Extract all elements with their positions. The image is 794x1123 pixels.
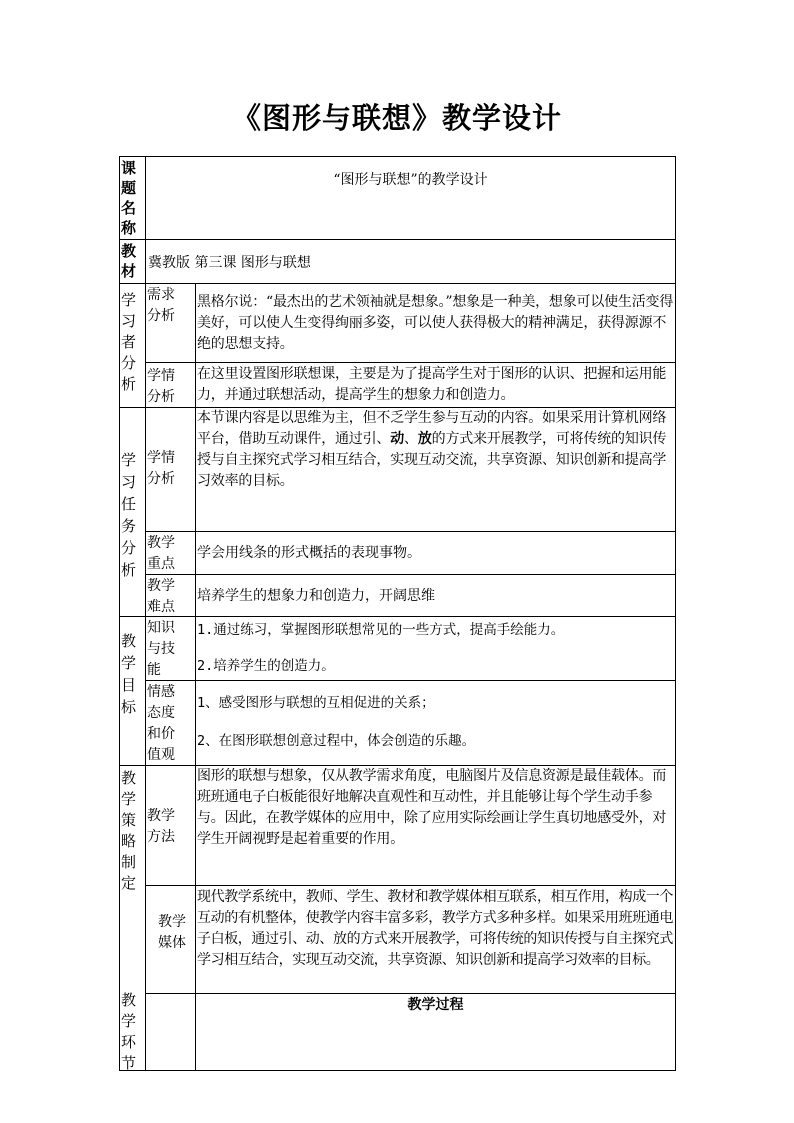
focus-text: 学会用线条的形式概括的表现事物。: [197, 545, 421, 561]
task-situation-text: [197, 408, 674, 492]
process-label: [121, 990, 143, 1074]
course-name-value: “图形与联想”的教学设计: [333, 172, 488, 188]
task-situation-text-post: 的方式来开展教学，可将传统的知识传授与自主探究式学习相互结合，实现互动交流，共享资源、知识创新和提高学习效率的目标。: [197, 431, 667, 489]
process-label-text: 教学环节: [121, 991, 137, 1072]
situation-analysis-label-text: 学情分析: [147, 368, 175, 405]
process-header: 教学过程: [407, 997, 464, 1013]
need-analysis-label-text: 需求分析: [147, 287, 175, 324]
difficulty-label-text: 教学难点: [147, 578, 175, 615]
media-label-text: 教学媒体: [158, 914, 186, 951]
knowledge-line-2: 2.培养学生的创造力。: [197, 658, 335, 674]
strategy-label-text: 教学策略制定: [121, 769, 137, 892]
knowledge-label: [147, 618, 193, 681]
course-name-label-text: 课题名称: [121, 159, 137, 237]
task-analysis-label-text: 学习任务分析: [121, 451, 137, 579]
learner-analysis-label-text: 学习者分析: [121, 291, 137, 393]
task-situation-text-mid: 、: [404, 431, 418, 447]
emotion-line-1: 1、感受图形与联想的互相促进的关系；: [197, 695, 435, 711]
task-situation-label-text: 学情分析: [147, 450, 175, 487]
method-text: 图形的联想与想象，仅从教学需求角度，电脑图片及信息资源是最佳载体。而班班通电子白板能很好地解决直观性和互动性，并且能够让每个学生动手参与。因此，在教学媒体的应用中，除了应用实际绘画让学生真切地感受外，对学生开阔视野是起着重要的作用。: [197, 768, 667, 847]
strategy-label: [121, 768, 143, 894]
situation-analysis-label: [147, 366, 193, 408]
difficulty-text: 培养学生的想象力和创造力，开阔思维: [197, 588, 435, 604]
task-situation-label: [147, 448, 193, 490]
goals-label-text: 教学目标: [121, 632, 137, 716]
task-situation-bold-1: 动: [390, 431, 405, 447]
method-label: [147, 806, 193, 848]
media-text: 现代教学系统中，教师、学生、教材和教学媒体相互联系，相互作用，构成一个互动的有机整体，使教学内容丰富多彩，教学方式多种多样。如果采用班班通电子白板，通过引、动、放的方式来开展教学，可将传统的知识传授与自主探究式学习相互结合，实现互动交流，共享资源、知识创新和提高学习效率的目标。: [197, 889, 673, 968]
emotion-label-text: 情感态度和价值观: [147, 684, 175, 763]
knowledge-label-text: 知识与技能: [147, 620, 175, 678]
textbook-label-text: 教材: [121, 242, 137, 280]
method-label-text: 教学方法: [147, 808, 175, 845]
task-situation-text-pre: 本节课内容是以思维为主，但不乏学生参与互动的内容。如果采用计算机网络平台，借助互动课件，通过引、: [197, 410, 667, 447]
knowledge-line-1: 1.通过练习，掌握图形联想常见的一些方式，提高手绘能力。: [197, 622, 565, 638]
textbook-value: 冀教版 第三课 图形与联想: [148, 255, 311, 271]
learner-analysis-label: [121, 290, 143, 395]
course-name-label: [121, 158, 143, 238]
goals-label: [121, 630, 143, 718]
task-analysis-label: [121, 449, 143, 581]
task-situation-bold-2: 放: [417, 431, 432, 447]
document-title: 《图形与联想》教学设计: [231, 101, 562, 135]
textbook-label: [121, 241, 143, 281]
focus-label-text: 教学重点: [147, 535, 175, 572]
emotion-label: [147, 682, 193, 766]
media-label: [147, 912, 193, 954]
difficulty-label: [147, 576, 193, 618]
situation-analysis-text: 在这里设置图形联想课，主要是为了提高学生对于图形的认识、把握和运用能力，并通过联想活动，提高学生的想象力和创造力。: [197, 366, 667, 403]
need-analysis-label: [147, 285, 193, 327]
emotion-line-2: 2、在图形联想创意过程中，体会创造的乐趣。: [197, 733, 476, 749]
focus-label: [147, 533, 193, 575]
need-analysis-text: 黑格尔说：“最杰出的艺术领袖就是想象。”想象是一种美，想象可以使生活变得美好，可以使人生变得绚丽多姿，可以使人获得极大的精神满足，获得源源不绝的思想支持。: [197, 294, 674, 352]
